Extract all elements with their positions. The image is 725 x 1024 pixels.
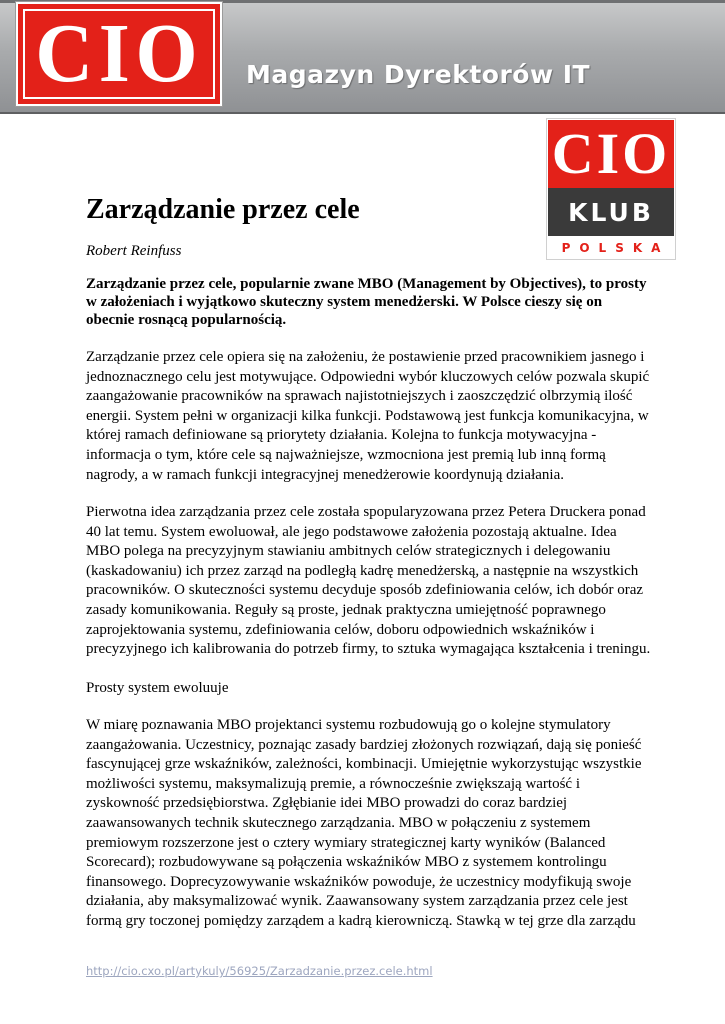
paragraph-line: zaangażowania. Uczestnicy, poznając zasady bardziej złożonych rozwiązań, dają się ponieść: [86, 736, 642, 753]
paragraph-line: premiowym rozszerzone jest o cztery wymiary strategicznej karty wyników (Balanced: [86, 834, 606, 851]
paragraph-line: MBO polega na precyzyjnym stawianiu ambitnych celów strategicznych i delegowaniu: [86, 543, 611, 560]
paragraph-line: informacja o tym, które cele są najważniejsze, wzmocniona jest premią lub inną formą: [86, 446, 606, 463]
cio-logo-text: CIO: [35, 7, 203, 100]
paragraph-line: W miarę poznawania MBO projektanci systemu rozbudowują go o kolejne stymulatory: [86, 717, 611, 733]
paragraph-line: Pierwotna idea zarządzania przez cele została spopularyzowana przez Petera Druckera ponad: [86, 504, 646, 520]
paragraph-2: [86, 503, 651, 660]
section-subheading: Prosty system ewoluuje: [86, 680, 229, 696]
paragraph-line: precyzyjnego ich kalibrowania do potrzeb firmy, to sztuka wymagająca kształcenia i treningu.: [86, 641, 651, 658]
paragraph-line: 40 lat temu. System ewoluował, ale jego podstawowe założenia pozostają aktualne. Idea: [86, 523, 617, 540]
paragraph-3: [86, 716, 646, 932]
klub-logo-cio-text: CIO: [551, 121, 671, 186]
paragraph-line: zasady komunikowania. Reguły są proste, jednak praktyczna umiejętność poprawnego: [86, 601, 606, 618]
cio-logo-frame: [23, 9, 215, 99]
lead-line: obecnie rosnącą popularnością.: [86, 312, 287, 328]
paragraph-line: nagrody, a w ramach funkcji integracyjnej menedżerowie koordynują działania.: [86, 466, 564, 483]
paragraph-line: działania, aby maksymalizować wynik. Zaawansowany system zarządzania przez cele jest: [86, 893, 628, 910]
source-url-link[interactable]: http://cio.cxo.pl/artykuly/56925/Zarzadzanie.przez.cele.html: [86, 964, 433, 978]
paragraph-line: zaangażowanie pracowników na sprawach najistotniejszych i zaoszczędzić olbrzymią ilość: [86, 388, 633, 405]
paragraph-line: formą gry toczonej pomiędzy zarządem a kadrą kierowniczą. Stawką w tej grze dla zarządu: [86, 912, 636, 929]
paragraph-line: zyskowność przedsiębiorstwa. Zgłębianie idei MBO prowadzi do coraz bardziej: [86, 795, 568, 812]
paragraph-1: [86, 348, 650, 485]
cio-klub-polska-logo: [546, 118, 676, 260]
klub-logo-dark-block: [548, 188, 674, 236]
paragraph-line: zaprojektowania systemu, zdefiniowania celów, doboru odpowiednich wskaźników i: [86, 621, 595, 638]
klub-logo-polska-text: POLSKA: [561, 241, 670, 255]
article-author: Robert Reinfuss: [86, 243, 182, 259]
paragraph-line: jednoznacznego celu jest motywujące. Odpowiedni wybór kluczowych celów pozwala skupić: [86, 368, 650, 385]
cio-logo[interactable]: [16, 2, 222, 106]
paragraph-line: energii. System pełni w organizacji kilka funkcji. Podstawową jest funkcja komunikacyjna, w: [86, 407, 649, 424]
paragraph-line: (kaskadowaniu) ich przez zarząd na podległą kadrę menedżerską, a następnie na wszystkich: [86, 562, 639, 579]
klub-logo-red-block: [548, 120, 674, 188]
article-title: Zarządzanie przez cele: [86, 194, 360, 225]
lead-line: w założeniach i wyjątkowo skuteczny system menedżerski. W Polsce cieszy się on: [86, 294, 603, 310]
magazine-title: Magazyn Dyrektorów IT: [246, 60, 591, 89]
header-banner: [0, 0, 725, 114]
lead-line: Zarządzanie przez cele, popularnie zwane MBO (Management by Objectives), to prosty: [86, 276, 647, 292]
klub-logo-klub-text: KLUB: [568, 197, 654, 227]
paragraph-line: pracowników. O skuteczności systemu decyduje sposób zdefiniowania celów, ich dobór oraz: [86, 582, 644, 599]
paragraph-line: możliwości systemu, maksymalizują premie, a równocześnie zwiększają wartość i: [86, 775, 581, 792]
paragraph-line: Scorecard); rozbudowywane są połączenia wskaźników MBO z systemem kontrolingu: [86, 854, 607, 871]
article-lead: [86, 275, 646, 329]
paragraph-line: finansowego. Doprecyzowywanie wskaźników powoduje, że uczestnicy modyfikują swoje: [86, 873, 632, 890]
paragraph-line: Zarządzanie przez cele opiera się na założeniu, że postawienie przed pracownikiem jasnego i: [86, 349, 645, 365]
paragraph-line: której ramach definiowane są priorytety działania. Kolejna to funkcja motywacyjna -: [86, 427, 597, 444]
paragraph-line: fascynującej grze wskaźników, zależności, kombinacji. Umiejętnie wykorzystując wszystkie: [86, 756, 642, 773]
paragraph-line: zaawansowanych technik skutecznego zarządzania. MBO w połączeniu z systemem: [86, 814, 591, 831]
